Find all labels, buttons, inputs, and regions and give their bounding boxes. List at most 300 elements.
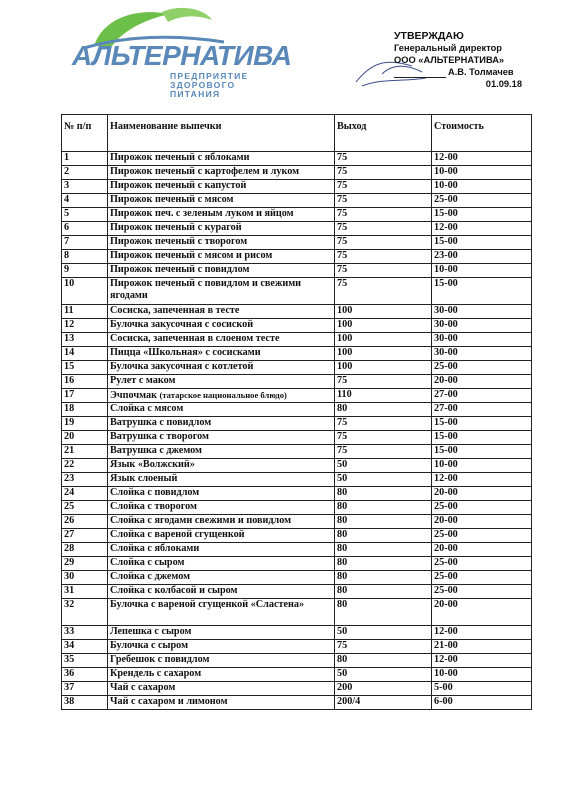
cell-num-text: 25 [64,501,75,512]
cell-price-text: 30-00 [434,305,458,316]
cell-output [335,696,432,710]
cell-price-text: 20-00 [434,543,458,554]
cell-output [335,250,432,264]
cell-name-text: Лепешка с сыром [110,626,192,637]
cell-name [108,347,335,361]
cell-name [108,682,335,696]
cell-num-text: 23 [64,473,75,484]
cell-price-text: 20-00 [434,375,458,386]
cell-price [432,445,532,459]
cell-output-text: 80 [337,403,348,414]
cell-price-text: 10-00 [434,459,458,470]
cell-output-text: 75 [337,417,348,428]
cell-output-text: 75 [337,236,348,247]
cell-name [108,389,335,403]
cell-output [335,166,432,180]
cell-output-text: 50 [337,668,348,679]
cell-output-text: 50 [337,459,348,470]
cell-price-text: 30-00 [434,347,458,358]
cell-price [432,557,532,571]
cell-name [108,585,335,599]
cell-price [432,152,532,166]
cell-output-text: 75 [337,640,348,651]
cell-price [432,264,532,278]
cell-output [335,571,432,585]
cell-price-text: 10-00 [434,166,458,177]
cell-price [432,696,532,710]
header-num: № п/п [62,115,108,152]
logo-sub-line: ПРЕДПРИЯТИЕ [170,71,249,81]
cell-output-text: 75 [337,278,348,289]
cell-num [62,557,108,571]
cell-num-text: 30 [64,571,75,582]
cell-price [432,361,532,375]
cell-price-text: 5-00 [434,682,453,693]
table-row [62,557,532,571]
cell-num-text: 31 [64,585,75,596]
cell-num [62,626,108,640]
cell-price-text: 21-00 [434,640,458,651]
table-row [62,585,532,599]
cell-name-text: Чай с сахаром [110,682,176,693]
cell-output-text: 100 [337,333,353,344]
cell-output [335,208,432,222]
cell-price [432,473,532,487]
approval-date: 01.09.18 [485,79,522,89]
cell-name [108,250,335,264]
cell-name-text: Пирожок печ. с зеленым луком и яйцом [110,208,294,219]
cell-num [62,194,108,208]
cell-name [108,515,335,529]
logo-name: АЛЬТЕРНАТИВА [72,40,292,71]
cell-output [335,501,432,515]
cell-num-text: 12 [64,319,75,330]
cell-num [62,375,108,389]
cell-name-text: Слойка с мясом [110,403,184,414]
cell-num-text: 3 [64,180,70,191]
cell-num [62,459,108,473]
cell-num-text: 11 [64,305,74,316]
cell-num-text: 34 [64,640,75,651]
cell-name [108,696,335,710]
cell-num-text: 10 [64,278,75,289]
cell-name-note: (татарское национальное блюдо) [159,390,287,400]
cell-price-text: 12-00 [434,626,458,637]
cell-name-text: Булочка закусочная с котлетой [110,361,254,372]
cell-output [335,417,432,431]
cell-price-text: 20-00 [434,515,458,526]
cell-output-text: 50 [337,626,348,637]
cell-price-text: 20-00 [434,487,458,498]
cell-num-text: 8 [64,250,70,261]
cell-output [335,152,432,166]
cell-num [62,668,108,682]
cell-output [335,361,432,375]
cell-price [432,278,532,305]
cell-price [432,599,532,626]
cell-output [335,319,432,333]
cell-num-text: 27 [64,529,75,540]
cell-name [108,180,335,194]
cell-price [432,515,532,529]
cell-name [108,626,335,640]
cell-output [335,640,432,654]
cell-name [108,543,335,557]
cell-num [62,487,108,501]
cell-price-text: 15-00 [434,278,458,289]
cell-num [62,445,108,459]
cell-output-text: 75 [337,194,348,205]
cell-price [432,319,532,333]
cell-output-text: 200 [337,682,353,693]
cell-name [108,375,335,389]
cell-num [62,599,108,626]
cell-output-text: 50 [337,473,348,484]
cell-price-text: 30-00 [434,333,458,344]
cell-name-text: Слойка с вареной сгущенкой [110,529,245,540]
cell-name-text: Крендель с сахаром [110,668,202,679]
cell-num [62,529,108,543]
cell-num [62,473,108,487]
cell-num-text: 7 [64,236,70,247]
table-row [62,305,532,319]
cell-output [335,459,432,473]
table-row [62,626,532,640]
approval-signer-row [394,66,544,78]
cell-name [108,654,335,668]
cell-output-text: 75 [337,180,348,191]
cell-num [62,152,108,166]
cell-name [108,529,335,543]
cell-name-text: Пирожок печеный с повидлом и свежими ягодами [110,278,302,301]
cell-output [335,264,432,278]
cell-output [335,682,432,696]
table-row [62,208,532,222]
cell-num-text: 2 [64,166,70,177]
cell-name-text: Булочка с сыром [110,640,189,651]
cell-num-text: 19 [64,417,75,428]
cell-output [335,557,432,571]
cell-output-text: 80 [337,599,348,610]
cell-name-text: Чай с сахаром и лимоном [110,696,228,707]
cell-price-text: 27-00 [434,389,458,400]
cell-num-text: 13 [64,333,75,344]
cell-num-text: 9 [64,264,70,275]
table-row [62,250,532,264]
cell-output [335,599,432,626]
cell-num-text: 32 [64,599,75,610]
cell-price-text: 15-00 [434,445,458,456]
table-row [62,375,532,389]
cell-output-text: 75 [337,375,348,386]
cell-name [108,487,335,501]
cell-output [335,515,432,529]
approval-title: УТВЕРЖДАЮ [394,30,464,42]
table-row [62,278,532,305]
cell-num-text: 21 [64,445,75,456]
cell-name-text: Рулет с маком [110,375,176,386]
cell-output [335,194,432,208]
cell-num-text: 37 [64,682,75,693]
cell-name [108,557,335,571]
cell-name [108,166,335,180]
approval-signer: А.В. Толмачев [448,67,514,77]
cell-price [432,501,532,515]
logo-sub-line: ПИТАНИЯ [170,89,221,99]
cell-output [335,668,432,682]
cell-num [62,208,108,222]
cell-price-text: 23-00 [434,250,458,261]
cell-num [62,501,108,515]
cell-num [62,515,108,529]
cell-price-text: 12-00 [434,152,458,163]
cell-output-text: 100 [337,361,353,372]
cell-name-text: Сосиска, запеченная в тесте [110,305,240,316]
cell-num-text: 28 [64,543,75,554]
cell-name [108,319,335,333]
cell-price [432,333,532,347]
table-row [62,473,532,487]
cell-num-text: 26 [64,515,75,526]
cell-output-text: 110 [337,389,352,400]
cell-num-text: 15 [64,361,75,372]
cell-output-text: 80 [337,543,348,554]
cell-num [62,278,108,305]
cell-name-text: Сосиска, запеченная в слоеном тесте [110,333,280,344]
cell-output [335,278,432,305]
table-row [62,543,532,557]
table-row [62,222,532,236]
cell-output [335,473,432,487]
cell-name [108,459,335,473]
cell-name [108,417,335,431]
cell-output [335,236,432,250]
cell-name-text: Слойка с джемом [110,571,191,582]
cell-num-text: 4 [64,194,70,205]
table-row [62,640,532,654]
table-row [62,236,532,250]
table-row [62,501,532,515]
cell-price [432,208,532,222]
cell-num [62,431,108,445]
header-name: Наименование выпечки [108,115,335,152]
cell-name [108,668,335,682]
cell-name-text: Слойка с ягодами свежими и повидлом [110,515,292,526]
table-row [62,417,532,431]
cell-output-text: 80 [337,585,348,596]
cell-price-text: 20-00 [434,599,458,610]
cell-price-text: 10-00 [434,264,458,275]
cell-output [335,347,432,361]
cell-num [62,361,108,375]
cell-output-text: 75 [337,264,348,275]
cell-price [432,389,532,403]
cell-name-text: Ватрушка с джемом [110,445,202,456]
cell-output [335,585,432,599]
cell-name [108,236,335,250]
cell-name-text: Пирожок печеный с капустой [110,180,247,191]
table-row [62,264,532,278]
cell-num-text: 14 [64,347,75,358]
cell-name [108,152,335,166]
cell-price-text: 25-00 [434,571,458,582]
cell-price [432,222,532,236]
cell-name-text: Пирожок печеный с курагой [110,222,242,233]
cell-num [62,166,108,180]
approval-position: Генеральный директор [394,43,502,53]
cell-output-text: 75 [337,222,348,233]
cell-price-text: 12-00 [434,654,458,665]
cell-price [432,431,532,445]
cell-name-text: Пирожок печеный с повидлом [110,264,250,275]
cell-name-text: Пирожок печеный с мясом и рисом [110,250,273,261]
cell-price [432,571,532,585]
cell-num-text: 20 [64,431,75,442]
cell-price-text: 25-00 [434,557,458,568]
cell-num-text: 17 [64,389,75,400]
cell-output [335,431,432,445]
cell-num-text: 5 [64,208,70,219]
cell-output [335,305,432,319]
cell-price [432,194,532,208]
cell-output [335,487,432,501]
approval-block [394,30,544,90]
cell-price [432,654,532,668]
cell-output [335,543,432,557]
cell-num [62,236,108,250]
cell-name [108,640,335,654]
table-row [62,696,532,710]
cell-price-text: 25-00 [434,501,458,512]
cell-price [432,250,532,264]
cell-name [108,305,335,319]
cell-price-text: 30-00 [434,319,458,330]
signature-line [394,67,446,78]
cell-price [432,180,532,194]
cell-name-text: Слойка с сыром [110,557,185,568]
logo-subtitle [170,72,248,99]
cell-output [335,375,432,389]
cell-name-text: Булочка закусочная с сосиской [110,319,254,330]
cell-output [335,654,432,668]
cell-price-text: 12-00 [434,473,458,484]
cell-name-text: Пицца «Школьная» с сосисками [110,347,261,358]
cell-name-text: Слойка с яблоками [110,543,200,554]
cell-num [62,347,108,361]
cell-name-text: Гребешок с повидлом [110,654,210,665]
cell-num [62,389,108,403]
cell-num-text: 6 [64,222,70,233]
cell-name-text: Пирожок печеный с мясом [110,194,234,205]
cell-price [432,585,532,599]
cell-price-text: 25-00 [434,361,458,372]
cell-num [62,417,108,431]
cell-price [432,459,532,473]
table-row [62,194,532,208]
table-row [62,333,532,347]
cell-price-text: 15-00 [434,208,458,219]
cell-price-text: 25-00 [434,529,458,540]
table-row [62,319,532,333]
cell-output-text: 100 [337,319,353,330]
cell-output-text: 100 [337,347,353,358]
cell-output-text: 80 [337,654,348,665]
cell-name-text: Слойка с повидлом [110,487,200,498]
cell-num-text: 22 [64,459,75,470]
cell-num [62,654,108,668]
cell-name [108,278,335,305]
cell-output-text: 75 [337,152,348,163]
cell-name-text: Пирожок печеный с творогом [110,236,248,247]
table-row [62,459,532,473]
cell-price [432,375,532,389]
cell-name [108,445,335,459]
cell-name [108,599,335,626]
cell-name-text: Ватрушка с творогом [110,431,209,442]
cell-name-text: Слойка с колбасой и сыром [110,585,238,596]
cell-num [62,640,108,654]
cell-num-text: 24 [64,487,75,498]
cell-name-text: Ватрушка с повидлом [110,417,212,428]
cell-name-text: Булочка с вареной сгущенкой «Сластена» [110,599,305,610]
cell-output-text: 80 [337,529,348,540]
cell-name [108,403,335,417]
cell-name-text: Язык слоеный [110,473,178,484]
cell-output [335,222,432,236]
cell-output-text: 80 [337,515,348,526]
cell-output-text: 75 [337,250,348,261]
table-header-row [62,115,532,152]
cell-name-text: Пирожок печеный с яблоками [110,152,250,163]
cell-num [62,333,108,347]
table-row [62,152,532,166]
cell-price [432,487,532,501]
cell-output-text: 80 [337,487,348,498]
cell-price [432,682,532,696]
cell-price [432,305,532,319]
cell-num [62,571,108,585]
cell-name [108,571,335,585]
cell-num-text: 16 [64,375,75,386]
cell-name-text: Пирожок печеный с картофелем и луком [110,166,300,177]
cell-price-text: 15-00 [434,417,458,428]
cell-output-text: 75 [337,208,348,219]
cell-num [62,543,108,557]
cell-price-text: 10-00 [434,668,458,679]
table-row [62,529,532,543]
cell-price [432,236,532,250]
cell-price-text: 25-00 [434,585,458,596]
table-row [62,403,532,417]
cell-num [62,403,108,417]
cell-num [62,180,108,194]
cell-num [62,264,108,278]
cell-output-text: 80 [337,557,348,568]
cell-output [335,529,432,543]
table-row [62,654,532,668]
cell-output-text: 80 [337,501,348,512]
cell-output-text: 80 [337,571,348,582]
cell-price [432,626,532,640]
table-row [62,347,532,361]
table-row [62,361,532,375]
cell-num [62,305,108,319]
cell-num-text: 36 [64,668,75,679]
cell-output-text: 100 [337,305,353,316]
cell-price-text: 15-00 [434,431,458,442]
cell-output [335,626,432,640]
cell-name [108,222,335,236]
